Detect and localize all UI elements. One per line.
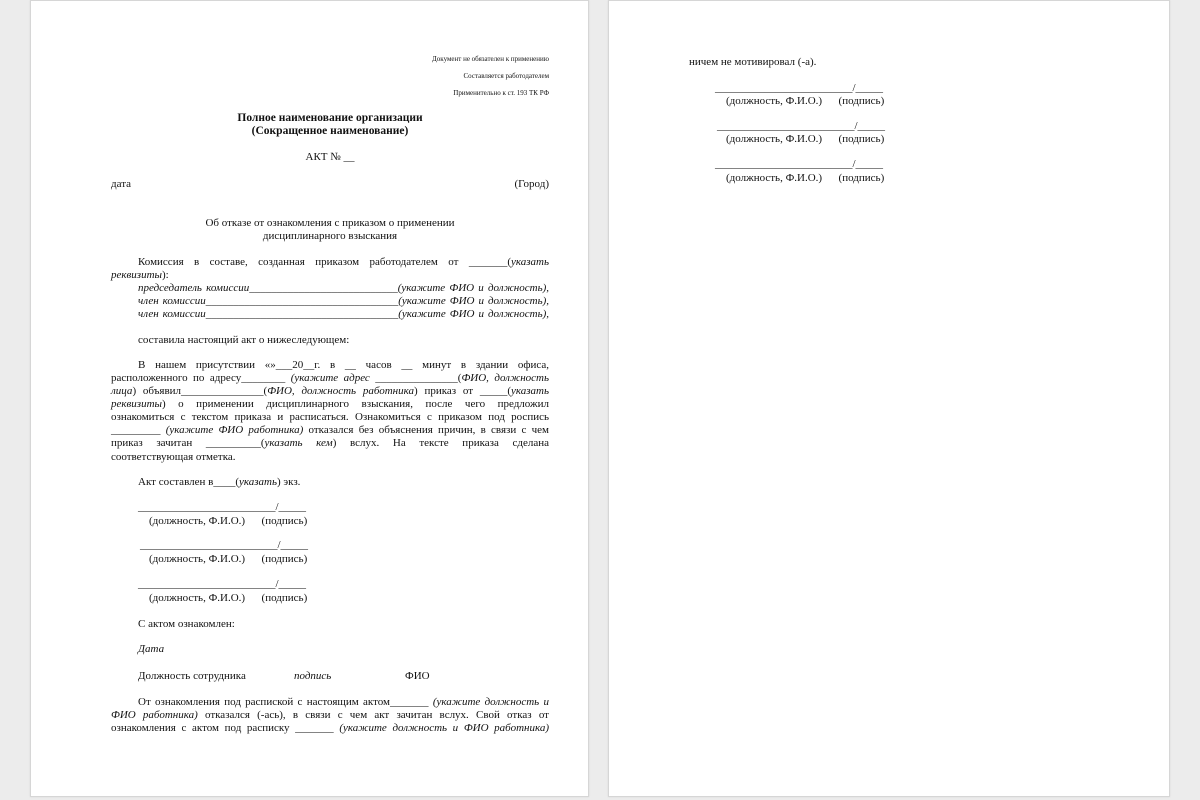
italic-text: ФИО работника) [111,709,198,721]
text: ) о применении дисциплинарного взыскания, после чего предложил [162,398,549,410]
page1-line [149,515,349,528]
page1-line [111,178,549,191]
page1-line [138,578,338,591]
text: ___________________________________ [205,308,399,320]
page2-line [726,172,926,185]
text: (должность, Ф.И.О.) (подпись) [149,553,308,565]
italic-text: указать [238,476,277,488]
page1-line [111,269,549,282]
page1-line [111,230,549,243]
text: расположенного по адресу________ [111,372,291,384]
text: ознакомления с актом под расписку _______ [111,722,340,734]
text: _________________________/_____ [717,120,886,132]
italic-text: член комиссии [138,295,206,307]
page1-line [138,643,238,656]
text: дисциплинарного взыскания [262,230,398,242]
page1-line [111,398,549,411]
italic-text: (укажите должность и ФИО работника) [339,722,550,734]
page1-line [138,670,288,683]
italic-text: лица [111,385,133,397]
page1-line [138,696,549,709]
text: Должность сотрудника [138,670,246,682]
text: Составляется работодателем [463,72,549,80]
text: Об отказе от ознакомления с приказом о применении [205,217,455,229]
page1-line [111,55,549,64]
page1-line [138,282,549,295]
italic-text: (укажите ФИО и должность), [398,308,550,320]
document-page-1 [30,0,589,797]
italic-text: (укажите ФИО и должность), [397,282,549,294]
page1-line [138,476,549,489]
italic-text: член комиссии [138,308,206,320]
text: ) вслух. На тексте приказа сделана [332,437,550,449]
page1-line [138,501,338,514]
page1-line [111,125,549,138]
italic-text: Дата [138,643,165,655]
page2-line [726,95,926,108]
page1-line [111,112,549,125]
page1-line [140,539,340,552]
text: ) приказ от _____( [414,385,511,397]
text: Применительно к ст. 193 ТК РФ [453,89,549,97]
text: составила настоящий акт о нижеследующем: [138,334,350,346]
page1-line [138,359,549,372]
text: (Сокращенное наименование) [251,125,409,137]
text: (должность, Ф.И.О.) (подпись) [149,515,308,527]
page1-line [111,72,549,81]
text: Документ не обязателен к применению [432,55,549,63]
text: ): [162,269,169,281]
page1-line [111,709,549,722]
text: (должность, Ф.И.О.) (подпись) [726,133,885,145]
text: С актом ознакомлен: [138,618,235,630]
text: _________________________/_____ [140,539,309,551]
text: _________ [111,424,166,436]
text: Комиссия в составе, созданная приказом работодателем от _______( [138,256,511,268]
text: Полное наименование организации [237,112,423,124]
page2-line [689,56,989,69]
text: _________________________/_____ [715,82,884,94]
page1-line [111,411,549,424]
page1-line [111,89,549,98]
page1-line [111,217,549,230]
italic-text: ФИО, должность работника [267,385,414,397]
italic-text: (укажите ФИО и должность), [398,295,550,307]
document-page-2 [608,0,1170,797]
page2-line [717,120,917,133]
text: _________________________/_____ [138,501,307,513]
text: (Город) [131,178,549,190]
text: дата [111,178,132,190]
text: отказался без объяснения причин, в связи с чем [303,424,550,436]
text: _________________________/_____ [138,578,307,590]
italic-text: указать [511,256,549,268]
text: От ознакомления под распиской с настоящим актом_______ [138,696,433,708]
page1-line [138,618,438,631]
page1-line [138,334,549,347]
italic-text: подпись [294,670,332,682]
page1-line [149,553,349,566]
italic-text: указать [511,385,549,397]
text: приказ зачитан __________( [111,437,265,449]
page1-line [138,256,549,269]
italic-text: (укажите ФИО работника) [165,424,304,436]
page1-line [149,592,349,605]
page1-line [111,151,549,164]
text: ___________________________ [249,282,398,294]
page1-line [138,308,549,321]
page1-line [111,385,549,398]
text: АКТ № __ [305,151,355,163]
text: ___________________________________ [205,295,399,307]
page2-line [726,133,926,146]
page1-line [294,670,374,683]
page1-line [111,372,549,385]
text: ознакомиться с текстом приказа и расписаться. Ознакомиться с приказом под роспись [111,411,549,423]
page1-line [138,295,549,308]
text: _______________( [369,372,462,384]
italic-text: ФИО, должность [461,372,549,384]
page1-line [111,722,549,735]
text: ФИО [405,670,430,682]
page1-line [111,424,549,437]
text: соответствующая отметка. [111,451,236,463]
text: Акт составлен в____( [138,476,239,488]
text: ) объявил_______________( [132,385,268,397]
italic-text: (укажите адрес [290,372,370,384]
italic-text: председатель комиссии [138,282,250,294]
text: (должность, Ф.И.О.) (подпись) [726,172,885,184]
text: ) экз. [276,476,301,488]
page1-line [405,670,465,683]
italic-text: реквизиты [111,269,162,281]
page1-line [111,451,549,464]
italic-text: реквизиты [111,398,162,410]
page2-line [715,82,915,95]
text: отказался (-ась), в связи с чем акт зачитан вслух. Свой отказ от [197,709,549,721]
text: В нашем присутствии «»___20__г. в __ часов __ минут в здании офиса, [138,359,549,371]
text: ничем не мотивировал (-а). [689,56,817,68]
italic-text: (укажите должность и [432,696,549,708]
page1-line [111,437,549,450]
italic-text: указать кем [264,437,333,449]
text: (должность, Ф.И.О.) (подпись) [149,592,308,604]
text: (должность, Ф.И.О.) (подпись) [726,95,885,107]
text: _________________________/_____ [715,158,884,170]
page2-line [715,158,915,171]
